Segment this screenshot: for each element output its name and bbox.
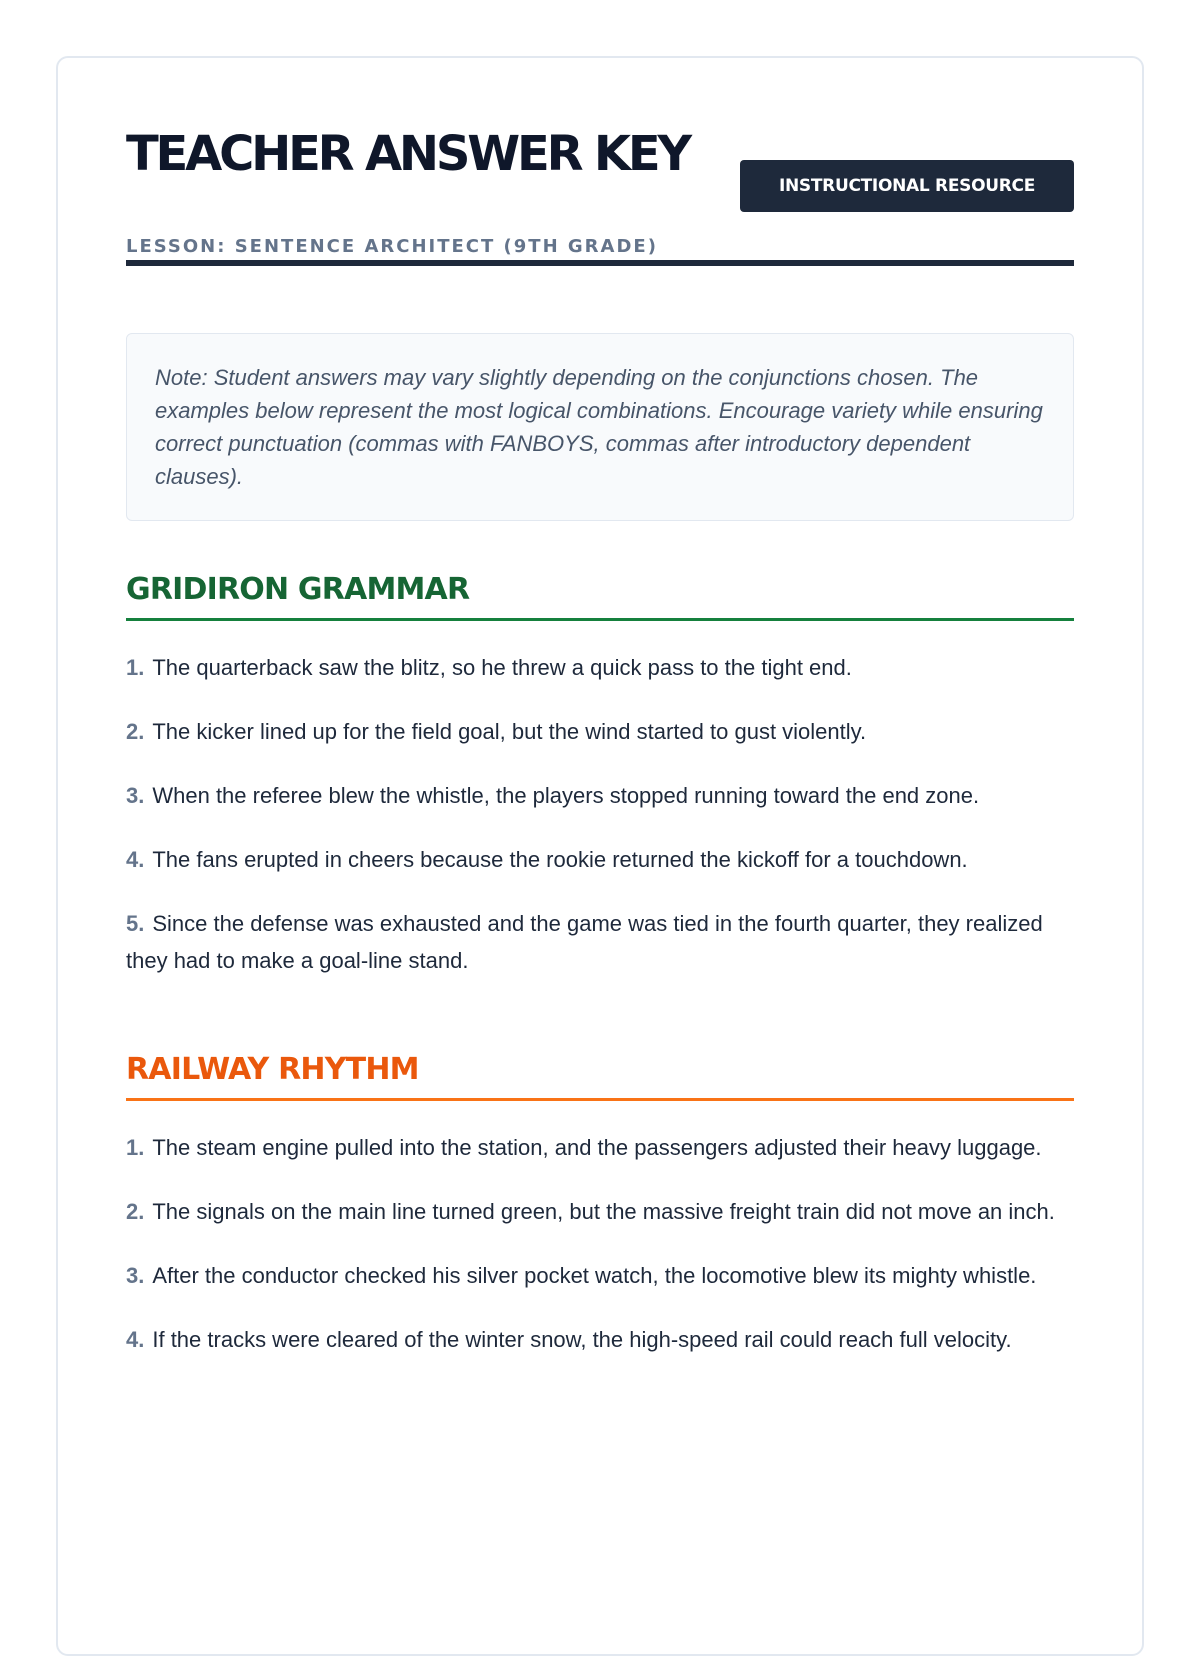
page-title: TEACHER ANSWER KEY [126,126,689,182]
answer-text: The fans erupted in cheers because the rookie returned the kickoff for a touchdown. [152,847,968,872]
answer-number: 4. [126,847,145,872]
answer-item [126,1321,1074,1358]
resource-badge: INSTRUCTIONAL RESOURCE [740,160,1074,212]
answer-number: 3. [126,1263,145,1288]
answer-number: 5. [126,911,145,936]
answer-text: The kicker lined up for the field goal, but the wind started to gust violently. [152,719,867,744]
section-gridiron-grammar [126,572,1074,979]
answer-text: The quarterback saw the blitz, so he threw a quick pass to the tight end. [152,655,852,680]
answer-text: If the tracks were cleared of the winter snow, the high-speed rail could reach full velocity. [152,1327,1012,1352]
teacher-note: Note: Student answers may vary slightly depending on the conjunctions chosen. The examples below represent the most logical combinations. Encourage variety while ensuring correct punctuation (commas with FANBOYS, commas after introductory dependent clauses). [126,333,1074,521]
answer-text: After the conductor checked his silver pocket watch, the locomotive blew its mighty whistle. [152,1263,1037,1288]
page-header [126,128,1074,266]
answer-number: 4. [126,1327,145,1352]
answer-key-card [56,56,1144,1656]
answer-text: When the referee blew the whistle, the players stopped running toward the end zone. [152,783,980,808]
answer-number: 2. [126,719,145,744]
answer-item [126,713,1074,750]
answer-text: The signals on the main line turned green, but the massive freight train did not move an inch. [152,1199,1055,1224]
answer-number: 3. [126,783,145,808]
lesson-subtitle: LESSON: SENTENCE ARCHITECT (9TH GRADE) [126,236,658,257]
answer-text: The steam engine pulled into the station, and the passengers adjusted their heavy luggage. [152,1135,1042,1160]
section-title: GRIDIRON GRAMMAR [126,575,1074,621]
answer-number: 1. [126,1135,145,1160]
answer-item [126,1129,1074,1166]
answer-item [126,1193,1074,1230]
answer-text: Since the defense was exhausted and the game was tied in the fourth quarter, they realized they had to make a goal-line stand. [126,911,1043,973]
answer-item [126,649,1074,686]
section-title: RAILWAY RHYTHM [126,1055,1074,1101]
answer-number: 2. [126,1199,145,1224]
section-railway-rhythm [126,1052,1074,1358]
answer-item [126,777,1074,814]
answer-item [126,905,1074,979]
answer-number: 1. [126,655,145,680]
answer-list [126,1129,1074,1358]
answer-item [126,1257,1074,1294]
answer-list [126,649,1074,979]
answer-item [126,841,1074,878]
